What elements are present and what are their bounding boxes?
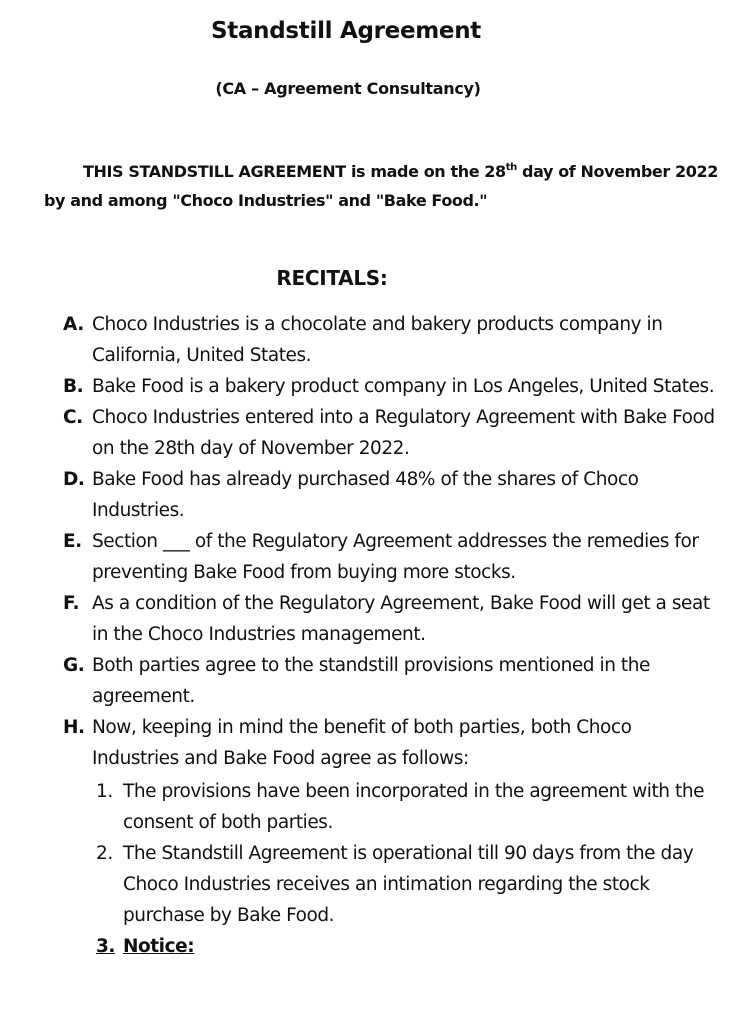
recital-text: Section ___ of the Regulatory Agreement addresses the remedies for preventing Bake Food from buying more stocks. [92,531,699,583]
provision-text: The Standstill Agreement is operational till 90 days from the day Choco Industries receives an intimation regarding the stock purchase by Bake Food. [123,843,694,926]
recital-letter: D. [63,469,85,490]
recital-item-d [63,464,723,526]
recital-text: As a condition of the Regulatory Agreement, Bake Food will get a seat in the Choco Industries management. [92,593,710,645]
provision-number: 1. [96,781,113,802]
recital-item-b [63,371,723,402]
recital-item-g [63,650,723,712]
recital-text: Now, keeping in mind the benefit of both parties, both Choco Industries and Bake Food agree as follows: [92,717,632,769]
recital-letter: E. [63,531,82,552]
recital-item-c [63,402,723,464]
recital-item-f [63,588,723,650]
recital-text: Choco Industries is a chocolate and bakery products company in California, United States. [92,314,663,366]
provision-text: The provisions have been incorporated in the agreement with the consent of both parties. [123,781,705,833]
provisions-list [96,776,723,962]
intro-line-1-prefix: THIS STANDSTILL AGREEMENT is made on the 28 [83,162,506,181]
recital-item-h [63,712,723,962]
recital-letter: G. [63,655,85,676]
recital-letter: B. [63,376,84,397]
intro-ordinal-suffix: th [505,161,517,173]
recital-item-e [63,526,723,588]
document-subtitle: (CA – Agreement Consultancy) [215,79,481,98]
recitals-list [63,309,723,962]
recital-letter: A. [63,314,84,335]
document-title: Standstill Agreement [210,18,481,44]
provision-item-3-notice [96,931,723,962]
recital-text: Both parties agree to the standstill provisions mentioned in the agreement. [92,655,650,707]
recital-letter: F. [63,593,80,614]
provision-number: 3. [96,936,116,957]
intro-line-2: by and among "Choco Industries" and "Bake Food." [44,191,488,210]
recital-letter: H. [63,717,85,738]
intro-line-1-suffix: day of November 2022 [516,162,718,181]
recital-item-a [63,309,723,371]
notice-heading: Notice: [123,936,195,957]
recital-text: Bake Food has already purchased 48% of the shares of Choco Industries. [92,469,639,521]
recital-text: Bake Food is a bakery product company in Los Angeles, United States. [92,376,715,397]
recital-letter: C. [63,407,83,428]
recital-text: Choco Industries entered into a Regulatory Agreement with Bake Food on the 28th day of November 2022. [92,407,715,459]
recitals-heading: RECITALS: [276,266,388,290]
provision-item-2 [96,838,723,931]
intro-line-1 [44,157,724,186]
recital-body [92,712,723,962]
intro-paragraph [44,157,724,215]
provision-item-1 [96,776,723,838]
provision-number: 2. [96,843,113,864]
